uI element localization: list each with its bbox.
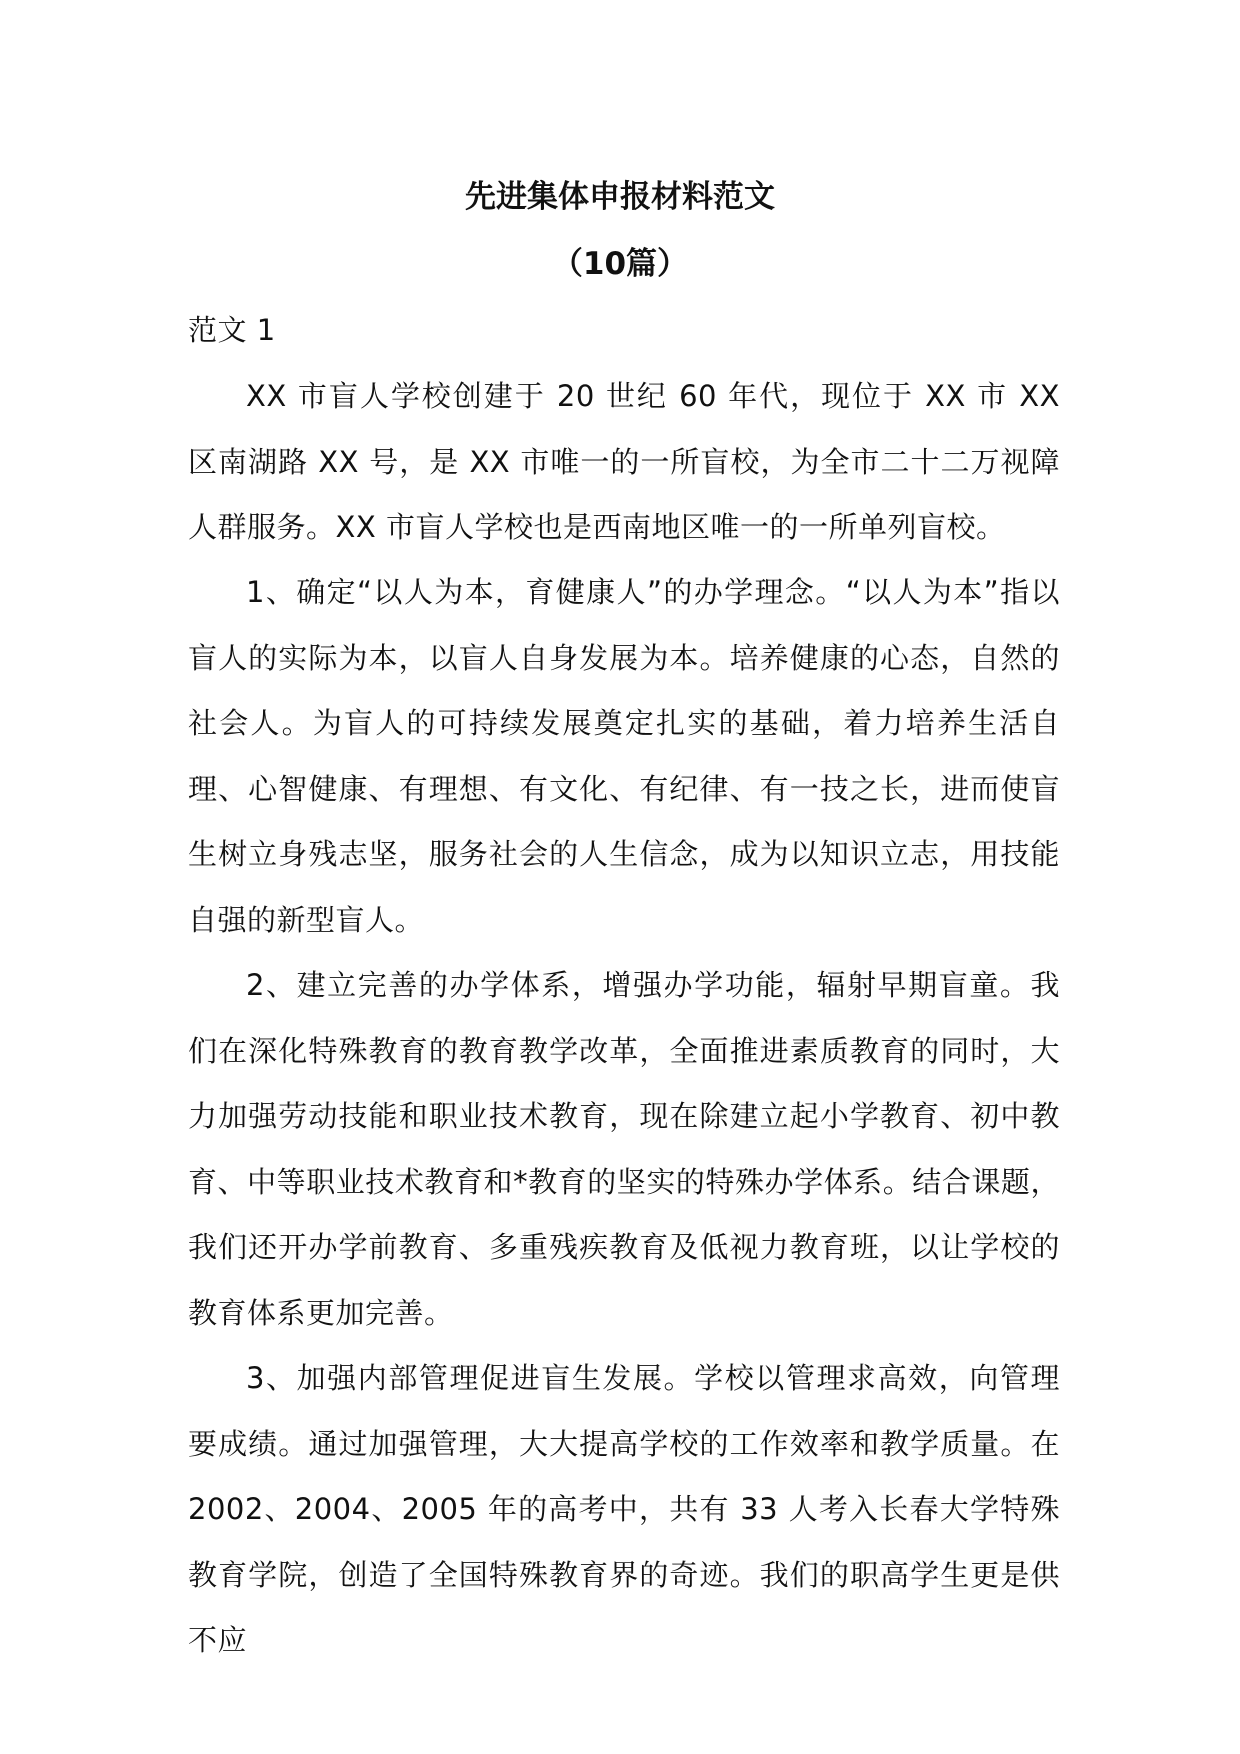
paragraph-intro: XX 市盲人学校创建于 20 世纪 60 年代，现位于 XX 市 XX 区南湖路 XX 号，是 XX 市唯一的一所盲校，为全市二十二万视障人群服务。XX 市盲人学校也是西南地区唯一的一所单列盲校。 xyxy=(188,379,1060,544)
paragraph-point-1: 1、确定“以人为本，育健康人”的办学理念。“以人为本”指以盲人的实际为本，以盲人自身发展为本。培养健康的心态，自然的社会人。为盲人的可持续发展奠定扎实的基础，着力培养生活自理、心智健康、有理想、有文化、有纪律、有一技之长，进而使盲生树立身残志坚，服务社会的人生信念，成为以知识立志，用技能自强的新型盲人。 xyxy=(188,575,1060,937)
paragraph-point-2: 2、建立完善的办学体系，增强办学功能，辐射早期盲童。我们在深化特殊教育的教育教学改革，全面推进素质教育的同时，大力加强劳动技能和职业技术教育，现在除建立起小学教育、初中教育、中等职业技术教育和*教育的坚实的特殊办学体系。结合课题，我们还开办学前教育、多重残疾教育及低视力教育班，以让学校的教育体系更加完善。 xyxy=(188,968,1060,1330)
section-label: 范文 1 xyxy=(188,313,276,347)
document-title: 先进集体申报材料范文 xyxy=(465,179,775,215)
document-subtitle: （10篇） xyxy=(551,246,689,282)
paragraph-point-3: 3、加强内部管理促进盲生发展。学校以管理求高效，向管理要成绩。通过加强管理，大大提高学校的工作效率和教学质量。在 2002、2004、2005 年的高考中，共有 33 人考入长春大学特殊教育学院，创造了全国特殊教育界的奇迹。我们的职高学生更是供不应 xyxy=(188,1361,1060,1657)
